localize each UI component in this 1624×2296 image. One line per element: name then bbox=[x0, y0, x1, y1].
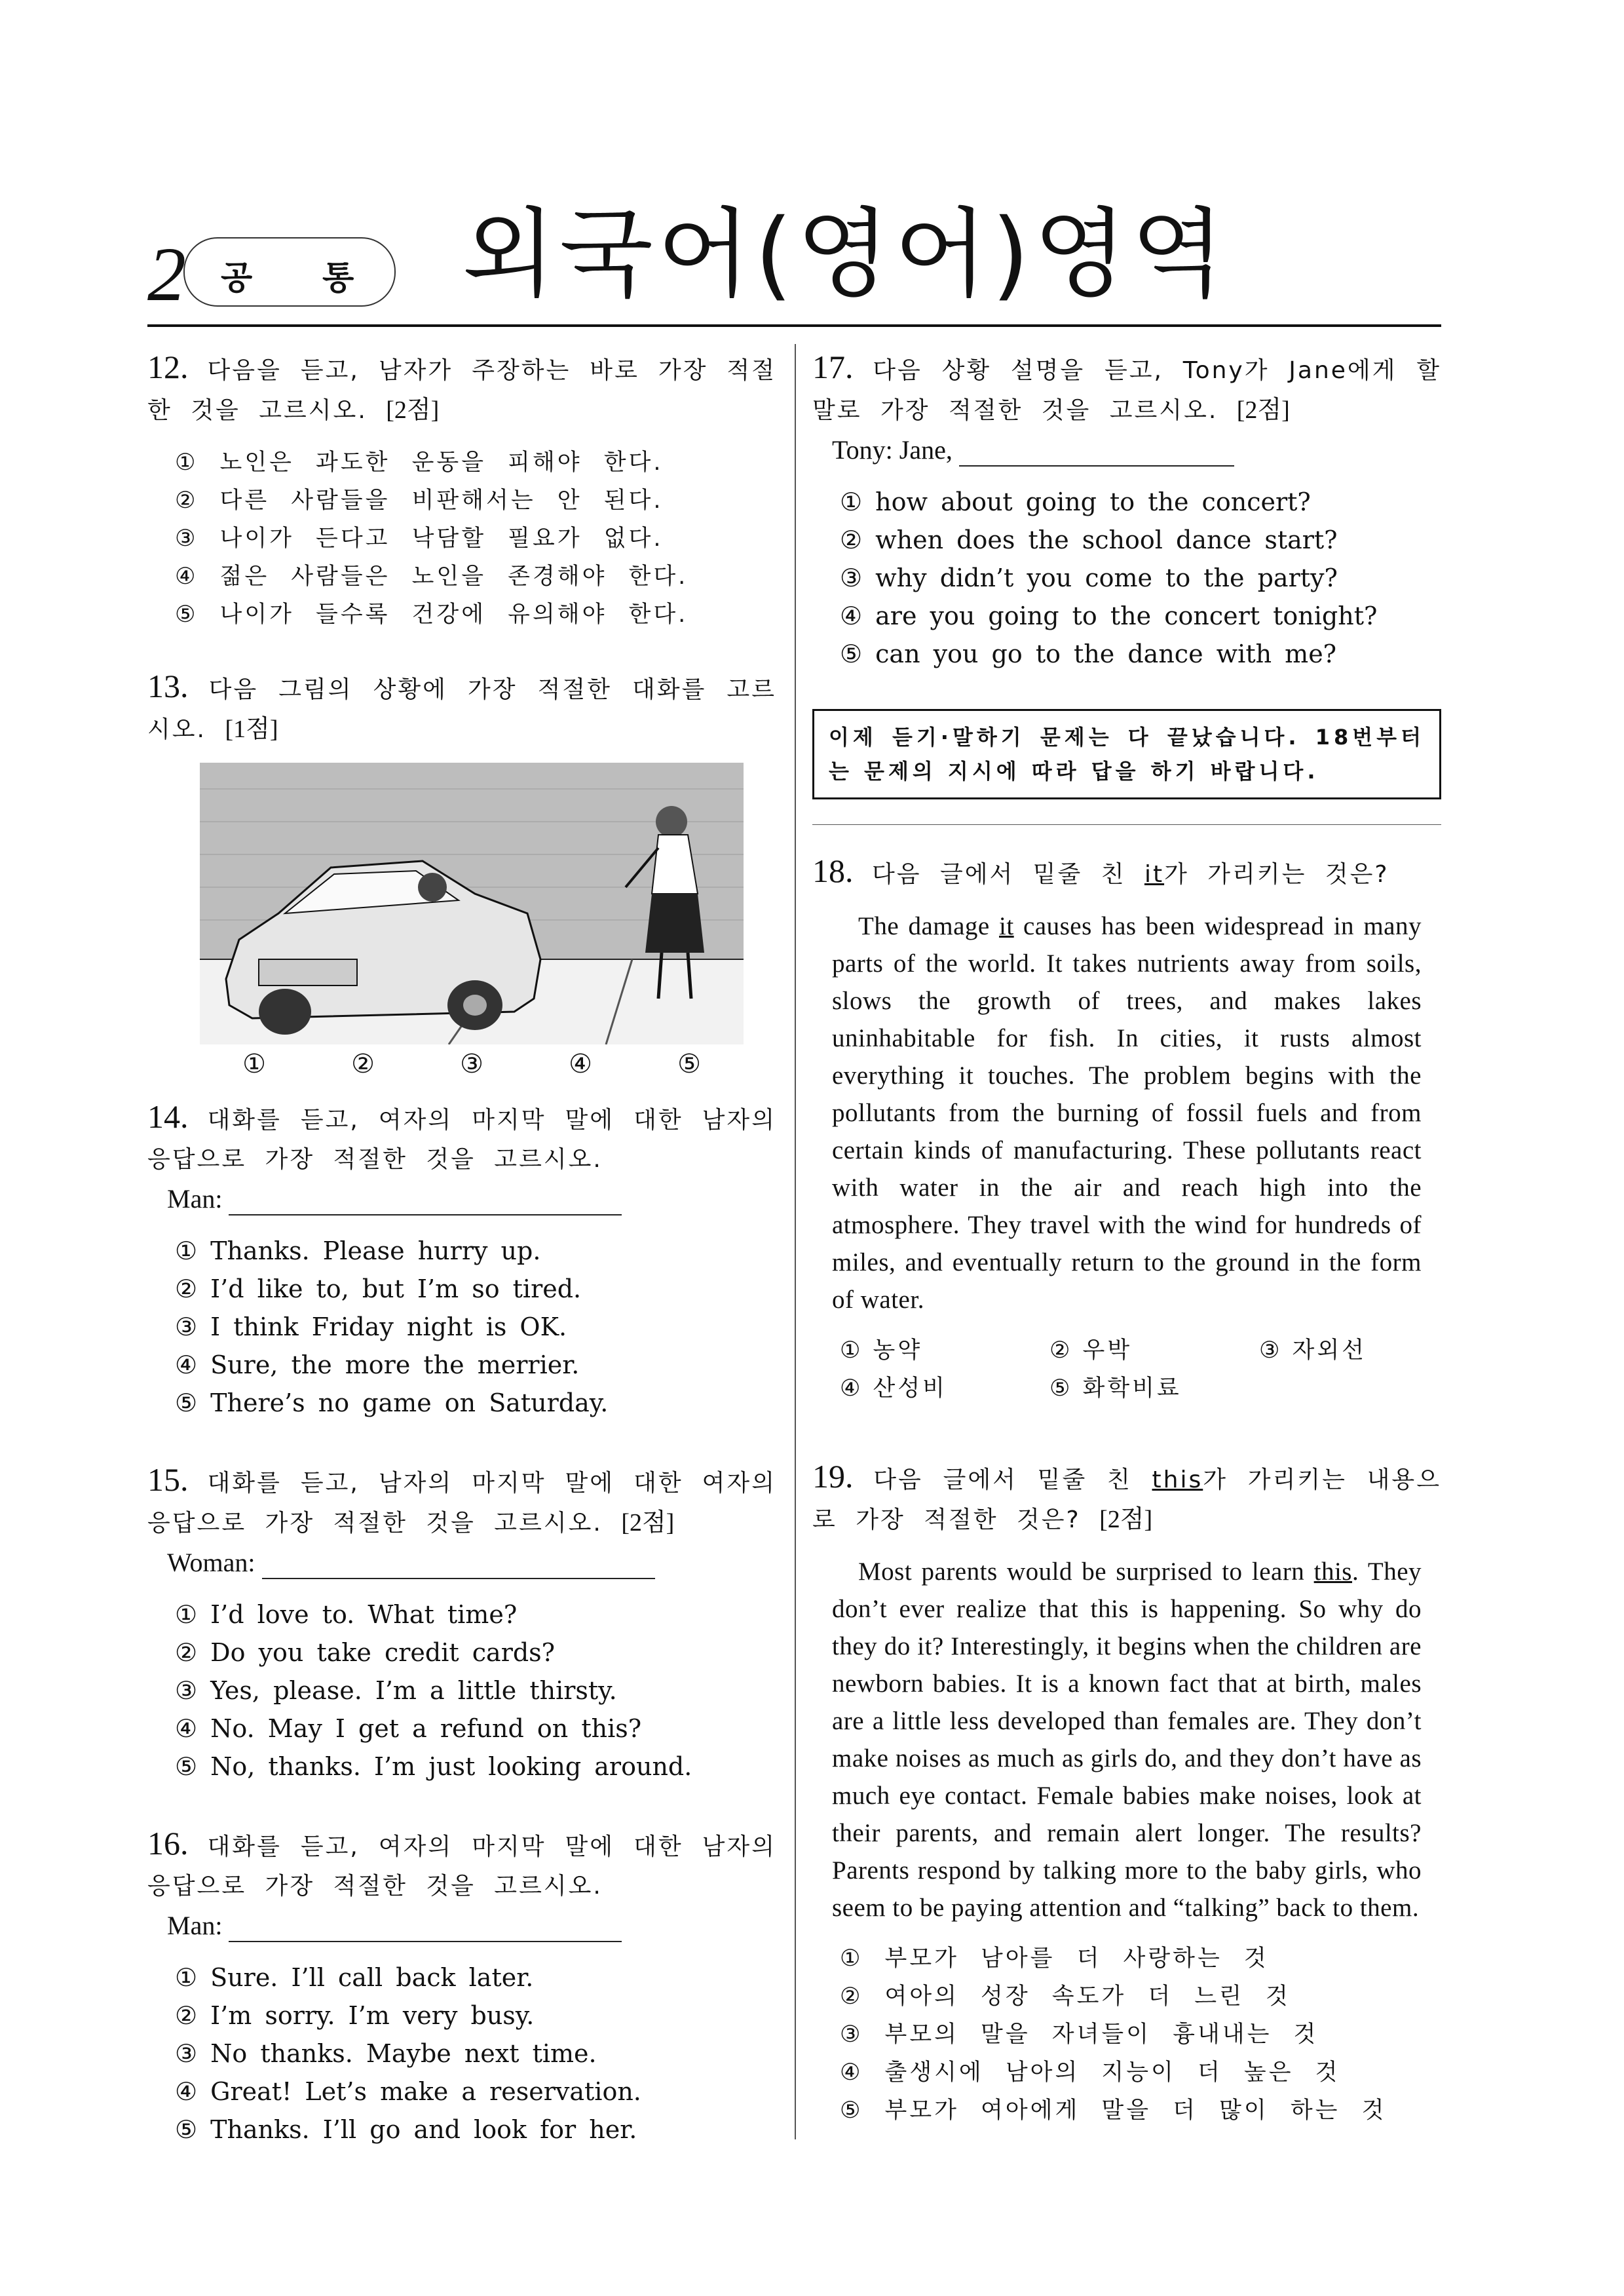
option-4[interactable]: ④ 출생시에 남아의 지능이 더 높은 것 bbox=[840, 2059, 1340, 2086]
answer-options bbox=[840, 1940, 1441, 2130]
option-1[interactable]: ① 노인은 과도한 운동을 피해야 한다. bbox=[175, 450, 664, 476]
question-prompt: 다음 글에서 밑줄 친 bbox=[873, 1466, 1152, 1493]
option-3[interactable]: ③ Yes, please. I’m a little thirsty. bbox=[175, 1676, 617, 1705]
option-3[interactable]: ③ why didn’t you come to the party? bbox=[840, 564, 1338, 592]
choice-1[interactable]: ① bbox=[242, 1049, 266, 1079]
choice-4[interactable]: ④ bbox=[569, 1049, 592, 1079]
option-1[interactable]: ① I’d love to. What time? bbox=[175, 1600, 518, 1629]
blank-line bbox=[229, 1188, 622, 1215]
question-prompt: 다음 상황 설명을 듣고, Tony가 Jane에게 할 말로 가장 적절한 것을 고르시오. bbox=[812, 357, 1441, 424]
question-points: [2점] bbox=[1236, 396, 1290, 424]
header-rule bbox=[147, 324, 1441, 327]
question-18 bbox=[812, 851, 1441, 1407]
option-3[interactable]: ③ 자외선 bbox=[1259, 1337, 1367, 1364]
option-2[interactable]: ② 우박 bbox=[1049, 1337, 1133, 1364]
question-points: [2점] bbox=[386, 396, 440, 424]
car-scene-illustration bbox=[200, 763, 744, 1044]
option-1[interactable]: ① Sure. I’ll call back later. bbox=[175, 1963, 534, 1992]
answer-blank bbox=[167, 1906, 776, 1945]
option-1[interactable]: ① 농약 bbox=[840, 1337, 923, 1364]
question-number: 16. bbox=[147, 1825, 189, 1862]
option-1[interactable]: ① 부모가 남아를 더 사랑하는 것 bbox=[840, 1945, 1269, 1972]
question-13 bbox=[147, 666, 776, 1084]
subject-tag-left: 공 bbox=[221, 259, 253, 297]
passage-rest: . They don’t ever realize that this is happening. So why do they do it? Interestingly, it begins when the children are newborn babies. It is a known fact that at birth, males are a little less developed than females are. They don’t make noises as much as girls do, and they don’t have as much eye contact. Female babies make noises, look at their parents, and remain alert longer. The results? Parents respond by talking more to the baby girls, who seem to be paying attention and “talking” back to them. bbox=[832, 1558, 1422, 1922]
illustration-car-woman bbox=[200, 763, 744, 1044]
answer-options bbox=[175, 1959, 776, 2149]
speaker-label: Man: bbox=[167, 1184, 223, 1214]
blank-line bbox=[959, 439, 1234, 467]
subject-tag-right: 통 bbox=[322, 259, 354, 297]
reading-passage bbox=[832, 1553, 1422, 1926]
answer-options bbox=[175, 1596, 776, 1786]
speaker-label: Tony: Jane, bbox=[832, 435, 953, 465]
passage-underlined-word: it bbox=[999, 912, 1014, 940]
reading-passage bbox=[832, 908, 1422, 1318]
question-14 bbox=[147, 1097, 776, 1422]
option-3[interactable]: ③ I think Friday night is OK. bbox=[175, 1312, 567, 1341]
option-5[interactable]: ⑤ There’s no game on Saturday. bbox=[175, 1388, 609, 1417]
question-prompt-end: 가 가리키는 것은? bbox=[1164, 861, 1389, 888]
option-5[interactable]: ⑤ 화학비료 bbox=[1049, 1375, 1182, 1402]
option-5[interactable]: ⑤ 부모가 여아에게 말을 더 많이 하는 것 bbox=[840, 2097, 1387, 2124]
question-number: 18. bbox=[812, 852, 854, 889]
answer-blank bbox=[832, 430, 1441, 470]
answer-blank bbox=[167, 1543, 776, 1582]
question-number: 19. bbox=[812, 1458, 854, 1495]
section-notice: 이제 듣기·말하기 문제는 다 끝났습니다. 18번부터는 문제의 지시에 따라 답을 하기 바랍니다. bbox=[812, 709, 1441, 799]
answer-options bbox=[840, 1331, 1441, 1407]
question-17 bbox=[812, 347, 1441, 673]
choice-3[interactable]: ③ bbox=[460, 1049, 483, 1079]
question-prompt: 대화를 듣고, 남자의 마지막 말에 대한 여자의 응답으로 가장 적절한 것을 고르시오. bbox=[147, 1470, 776, 1537]
answer-blank bbox=[167, 1179, 776, 1219]
question-number: 15. bbox=[147, 1461, 189, 1498]
blank-line bbox=[262, 1552, 655, 1579]
question-points: [2점] bbox=[1099, 1506, 1153, 1533]
question-prompt: 대화를 듣고, 여자의 마지막 말에 대한 남자의 응답으로 가장 적절한 것을 고르시오. bbox=[147, 1833, 776, 1900]
page-header bbox=[147, 197, 1441, 334]
left-column bbox=[147, 347, 776, 2149]
question-prompt: 대화를 듣고, 여자의 마지막 말에 대한 남자의 응답으로 가장 적절한 것을 고르시오. bbox=[147, 1107, 776, 1173]
question-number: 14. bbox=[147, 1098, 189, 1135]
prompt-underlined-word: this bbox=[1152, 1466, 1203, 1493]
page-title: 외국어(영어)영역 bbox=[462, 198, 1229, 311]
option-2[interactable]: ② Do you take credit cards? bbox=[175, 1638, 556, 1667]
option-5[interactable]: ⑤ No, thanks. I’m just looking around. bbox=[175, 1752, 692, 1781]
option-4[interactable]: ④ 산성비 bbox=[840, 1375, 947, 1402]
option-4[interactable]: ④ 젊은 사람들은 노인을 존경해야 한다. bbox=[175, 564, 689, 590]
question-number: 13. bbox=[147, 668, 189, 704]
question-prompt: 다음 글에서 밑줄 친 bbox=[871, 861, 1144, 888]
question-number: 12. bbox=[147, 349, 189, 385]
option-1[interactable]: ① Thanks. Please hurry up. bbox=[175, 1236, 541, 1265]
notice-separator bbox=[812, 824, 1441, 825]
subject-tag bbox=[183, 237, 396, 307]
question-12 bbox=[147, 347, 776, 634]
question-16 bbox=[147, 1824, 776, 2149]
option-1[interactable]: ① how about going to the concert? bbox=[840, 488, 1311, 516]
option-2[interactable]: ② when does the school dance start? bbox=[840, 526, 1338, 554]
column-divider bbox=[795, 344, 796, 2139]
option-4[interactable]: ④ No. May I get a refund on this? bbox=[175, 1714, 642, 1743]
right-column bbox=[812, 347, 1441, 2130]
question-points: [1점] bbox=[225, 716, 278, 743]
option-3[interactable]: ③ No thanks. Maybe next time. bbox=[175, 2039, 597, 2068]
question-15 bbox=[147, 1460, 776, 1786]
choice-2[interactable]: ② bbox=[351, 1049, 375, 1079]
question-prompt: 다음을 듣고, 남자가 주장하는 바로 가장 적절한 것을 고르시오. bbox=[147, 357, 776, 424]
page-number: 2 bbox=[147, 231, 186, 317]
speaker-label: Man: bbox=[167, 1911, 223, 1940]
option-2[interactable]: ② 다른 사람들을 비판해서는 안 된다. bbox=[175, 488, 664, 514]
option-4[interactable]: ④ Sure, the more the merrier. bbox=[175, 1350, 580, 1379]
question-19 bbox=[812, 1457, 1441, 2130]
question-prompt-end: 가 가리키는 내용으로 가장 적절한 것은? bbox=[812, 1466, 1441, 1533]
answer-options bbox=[840, 483, 1441, 673]
option-2[interactable]: ② I’m sorry. I’m very busy. bbox=[175, 2001, 535, 2030]
speaker-label: Woman: bbox=[167, 1548, 255, 1577]
question-points: [2점] bbox=[621, 1509, 675, 1537]
option-3[interactable]: ③ 부모의 말을 자녀들이 흉내내는 것 bbox=[840, 2021, 1319, 2048]
passage-underlined-word: this bbox=[1313, 1558, 1352, 1586]
blank-line bbox=[229, 1915, 622, 1942]
answer-options bbox=[175, 1232, 776, 1422]
prompt-underlined-word: it bbox=[1144, 861, 1165, 888]
option-2[interactable]: ② I’d like to, but I’m so tired. bbox=[175, 1274, 582, 1303]
option-3[interactable]: ③ 나이가 든다고 낙담할 필요가 없다. bbox=[175, 526, 664, 552]
passage-start: The damage bbox=[858, 912, 1000, 940]
option-5[interactable]: ⑤ Thanks. I’ll go and look for her. bbox=[175, 2115, 637, 2144]
option-5[interactable]: ⑤ 나이가 들수록 건강에 유의해야 한다. bbox=[175, 602, 689, 628]
question-prompt: 다음 그림의 상황에 가장 적절한 대화를 고르시오. bbox=[147, 676, 776, 743]
option-5[interactable]: ⑤ can you go to the dance with me? bbox=[840, 640, 1337, 668]
option-4[interactable]: ④ are you going to the concert tonight? bbox=[840, 602, 1378, 630]
picture-choices bbox=[200, 1044, 744, 1084]
passage-rest: causes has been widespread in many parts of the world. It takes nutrients away from soils, slows the growth of trees, and makes lakes uninhabitable for fish. In cities, it rusts almost everything it touches. The problem begins with the pollutants from the burning of fossil fuels and from certain kinds of manufacturing. These pollutants react with water in the air and reach high into the atmosphere. They travel with the wind for hundreds of miles, and eventually return to the ground in the form of water. bbox=[832, 912, 1422, 1314]
answer-options bbox=[175, 444, 776, 634]
option-4[interactable]: ④ Great! Let’s make a reservation. bbox=[175, 2077, 641, 2106]
choice-5[interactable]: ⑤ bbox=[677, 1049, 701, 1079]
question-number: 17. bbox=[812, 349, 854, 385]
option-2[interactable]: ② 여아의 성장 속도가 더 느린 것 bbox=[840, 1983, 1291, 2010]
passage-start: Most parents would be surprised to learn bbox=[858, 1558, 1314, 1586]
